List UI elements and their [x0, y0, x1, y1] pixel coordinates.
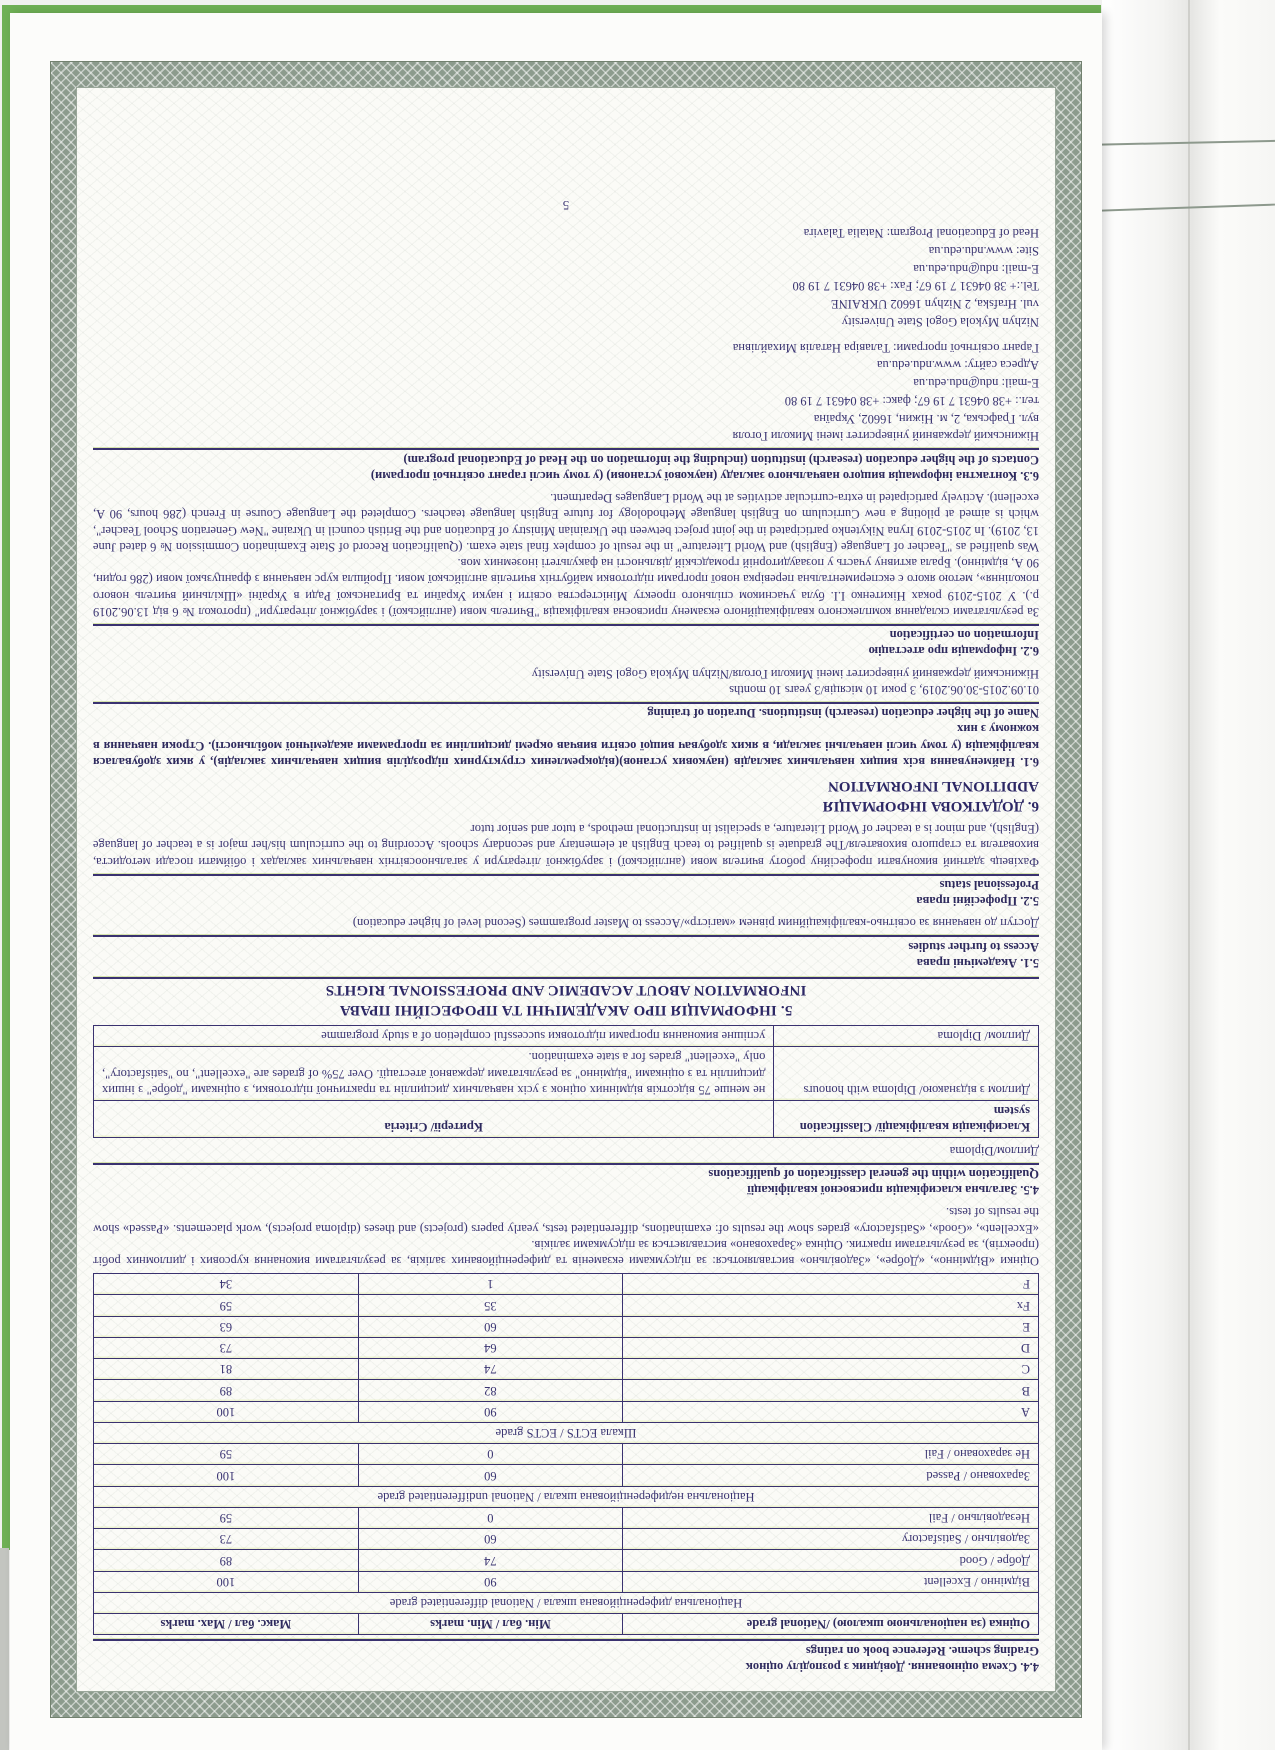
section-4-4-label-ua: 4.4. Схема оцінювання. Довідник з розподілу оцінок: [745, 1660, 1039, 1674]
grade-row: [94, 1380, 1039, 1401]
address-line: вул. Графська, 2, м. Ніжин, 16602, Україна: [813, 411, 1039, 426]
contact-address-en: [93, 224, 1039, 331]
grade-min: 64: [358, 1338, 623, 1359]
grade-label: E: [623, 1316, 1039, 1337]
classification-row: [94, 1047, 1039, 1101]
grade-label: C: [623, 1359, 1039, 1380]
grade-max: 59: [94, 1444, 359, 1465]
address-line: Гарант освітньої програми: Талавіра Наталія Михайлівна: [732, 340, 1039, 355]
grade-row: [94, 1274, 1039, 1295]
address-line: E-mail: ndu@ndu.edu.ua: [913, 261, 1039, 276]
grade-row: [94, 1338, 1039, 1359]
divider: [93, 1163, 1039, 1165]
section-5-title-ua: 5. ІНФОРМАЦІЯ ПРО АКАДЕМІЧНІ ТА ПРОФЕСІЙНІ ПРАВА: [339, 1002, 793, 1018]
grade-row: [94, 1316, 1039, 1337]
classification-header-row: [94, 1101, 1039, 1139]
classification-col-criteria: Критерії/ Criteria: [94, 1101, 774, 1139]
grading-note-en: «Excellent», «Good», «Satisfactory» grades show the results of: examinations, differentiated tests, yearly papers (projects) and theses (diploma projects), work placements. «Passed» show the results of tests.: [93, 1205, 1039, 1236]
grade-min: 74: [358, 1359, 623, 1380]
address-line: Ніжинський державний університет імені Миколи Гоголя: [732, 429, 1039, 444]
section-6-1-label-en: Name of the higher education (research) institutions. Duration of training: [647, 706, 1039, 721]
section-6-3: [93, 224, 1039, 485]
section-6-2-text-ua: За результатами складання комплексного кваліфікаційного екзамену присвоєна кваліфікація "Вчитель мови (англійської) і зарубіжної літератури" (протокол № 6 від 13.06.2019 р.). У 2015-2019 роках Нікитенко І.І. була учасником спільного проекту Міністерства освіти і науки України та Британської Ради в Україні «Шкільний вчитель нового покоління», метою якого є експериментальна перевірка нової програми підготовки майбутніх вчителів англійської мови. Пройшла курс навчання з французької мови (286 годин, 90 А, відмінно). Брала активну участь у позааудиторній громадській діяльності на факультеті іноземних мов.: [93, 556, 1039, 619]
grade-row: [94, 1359, 1039, 1380]
grade-min: 1: [358, 1274, 623, 1295]
grade-min: 35: [358, 1295, 623, 1316]
section-5-1: [93, 915, 1039, 971]
section-5-2-label-ua: 5.2. Професійні права: [916, 894, 1039, 909]
paper-sheet: [10, 13, 1102, 1750]
grade-label: D: [623, 1338, 1039, 1359]
classification-row: [94, 1026, 1039, 1047]
divider: [93, 977, 1039, 979]
section-5-title-en: INFORMATION ABOUT ACADEMIC AND PROFESSIONAL RIGHTS: [325, 982, 807, 999]
section-6-1-duration: 01.09.2015-30.06.2019, 3 роки 10 місяців/3 years 10 months: [729, 683, 1039, 697]
grade-min: 60: [358, 1529, 623, 1550]
grade-min: 60: [358, 1465, 623, 1486]
grade-row: [94, 1401, 1039, 1422]
grade-max: 73: [94, 1338, 359, 1359]
grade-row: [94, 1571, 1039, 1592]
section-6-1: [93, 666, 1039, 771]
section-6-title-ua: 6. ДОДАТКОВА ІНФОРМАЦІЯ: [822, 798, 1039, 814]
grade-row: [94, 1444, 1039, 1465]
divider: [93, 1640, 1039, 1642]
grade-max: 89: [94, 1380, 359, 1401]
grade-min: 82: [358, 1380, 623, 1401]
grade-min: 74: [358, 1550, 623, 1571]
page-interior: [76, 87, 1056, 1692]
section-6-2-label-en: Information on certification: [889, 628, 1039, 643]
classification-criteria: успішне виконання програми підготовки successful completion of a study programme: [94, 1026, 774, 1047]
page-number: 5: [562, 198, 570, 214]
section-4-5-label-ua: 4.5. Загальна класифікація присвоєної кваліфікації: [747, 1183, 1039, 1198]
section-6-2: [93, 490, 1039, 660]
classification-col-system: Класифікація кваліфікації/ Classification system: [774, 1101, 1039, 1139]
grade-min: 90: [358, 1571, 623, 1592]
grade-max: 81: [94, 1359, 359, 1380]
grade-min: 0: [358, 1444, 623, 1465]
scan-left-edge: [0, 1548, 9, 1750]
address-line: vul. Hrafska, 2 Nizhyn 16602 UKRAINE: [831, 297, 1039, 312]
diff-scale-title: Національна диференційована шкала / National differentiated grade: [94, 1593, 1039, 1614]
grading-col-grade: Оцінка (за національною шкалою) /National grade: [623, 1614, 1039, 1635]
address-line: E-mail: ndu@ndu.edu.ua: [913, 376, 1039, 391]
grade-label: Незадовільно / Fail: [623, 1508, 1039, 1529]
address-line: Site: www.ndu.edu.ua: [928, 244, 1039, 258]
address-line: тел.: +38 04631 7 19 67; факс: +38 04631 7 19 80: [784, 394, 1039, 408]
section-4-4-label-en: Grading scheme. Reference book on ratings: [805, 1643, 1039, 1658]
section-6-1-institution: Ніжинський державний університет імені Миколи Гоголя/Nizhyn Mykola Gogol State University: [531, 666, 1039, 681]
section-5-1-text: Доступ до навчання за освітньо-кваліфікаційним рівнем «магістр»/Access to Master programmes (Second level of higher education): [352, 916, 1039, 931]
grade-row: [94, 1465, 1039, 1486]
grade-max: 63: [94, 1316, 359, 1337]
grade-label: Задовільно / Satisfactory: [623, 1529, 1039, 1550]
undiff-scale-title: Національна недиференційована шкала / National undifferentiated grade: [94, 1486, 1039, 1507]
grading-col-min: Мін. бал / Min. marks: [358, 1614, 623, 1635]
section-5: [93, 977, 1039, 1019]
grade-label: B: [623, 1380, 1039, 1401]
guilloche-border: [50, 61, 1082, 1718]
grade-max: 34: [94, 1274, 359, 1295]
grade-label: A: [623, 1401, 1039, 1422]
address-line: Head of Educational Program: Natalia Talavira: [803, 226, 1039, 241]
section-6-title-en: ADDITIONAL INFORMATION: [828, 778, 1039, 795]
section-4-5: [93, 1143, 1039, 1199]
section-6-2-label-ua: 6.2. Інформація про атестацію: [868, 644, 1039, 659]
section-4-5-value: Диплом/Diploma: [949, 1143, 1039, 1158]
section-6: [93, 776, 1039, 815]
grade-label: Відмінно / Excellent: [623, 1571, 1039, 1592]
grade-label: Добре / Good: [623, 1550, 1039, 1571]
section-6-1-label-ua: 6.1. Найменування всіх вищих навчальних закладів (наукових установ)(відокремлених структурних підрозділів вищих навчальних закладів), у яких здобувалася кваліфікація (у тому числі навчальні заклади, в яких здобувач вищої освіти вивчав окремі дисципліни за програмами академічної мобільності). Строки навчання в кожному з них: [93, 722, 1039, 769]
grade-max: 73: [94, 1529, 359, 1550]
grade-label: F: [623, 1274, 1039, 1295]
grade-min: 90: [358, 1401, 623, 1422]
grading-header-row: [94, 1614, 1039, 1635]
grade-label: Fx: [623, 1295, 1039, 1316]
divider: [93, 449, 1039, 451]
grade-min: 60: [358, 1316, 623, 1337]
grade-max: 100: [94, 1401, 359, 1422]
grading-col-max: Макс. бал / Max. marks: [94, 1614, 359, 1635]
divider: [93, 624, 1039, 626]
grade-row: [94, 1508, 1039, 1529]
grading-note-ua: Оцінки «Відмінно», «Добре», «Задовільно» виставляються: за підсумками екзаменів та диференційованих заліків, за результатами виконання курсових і дипломних робіт (проектів), за результатами практик. Оцінка «Зараховано» виставляється за підсумками заліків.: [93, 1238, 1039, 1269]
classification-label: Диплом/ Diploma: [774, 1026, 1039, 1047]
address-line: Nizhyn Mykola Gogol State University: [841, 315, 1039, 329]
grade-row: [94, 1295, 1039, 1316]
grading-section-row: [94, 1423, 1039, 1444]
contact-address-ua: [93, 338, 1039, 445]
grading-section-row: [94, 1486, 1039, 1507]
grade-min: 0: [358, 1508, 623, 1529]
divider: [93, 936, 1039, 938]
classification-label: Диплом з відзнакою/ Diploma with honours: [774, 1047, 1039, 1101]
grading-table: [93, 1273, 1039, 1635]
section-6-2-text-en: Was qualified as "Teacher of Language (English) and World Literature" in the result of complex final state exam. (Qualification Record of State Examination Commission № 6 dated June 13, 2019). In 2015-2019 Iryna Nikytenko participated in the joint project between the Ukrainian Ministry of Education and the British council in Ukraine "New Generation School Teacher", which is aimed at piloting a new Curriculum on English language Methodology for future English language teachers. Completed the Language Course in French (286 hours, 90 A, excellent). Actively participated in extra-curricular activities at the World Languages Department.: [93, 491, 1039, 554]
address-line: Tel.:+ 38 04631 7 19 67; Fax: +38 04631 7 19 80: [792, 279, 1039, 294]
ects-scale-title: Шкала ECTS / ECTS grade: [94, 1423, 1039, 1444]
section-5-1-label-ua: 5.1. Академічні права: [916, 956, 1039, 970]
grade-max: 89: [94, 1550, 359, 1571]
classification-criteria: не менше 75 відсотків відмінних оцінок з усіх навчальних дисциплін та практичної підготовки, з оцінками "добре" з інших дисциплін та з оцінками "відмінно" за результатами державної атестації. Over 75% of grades are "excellent", no "satisfactory", only "excellent" grades for a state examination.: [94, 1047, 774, 1101]
grading-section-row: [94, 1593, 1039, 1614]
section-5-2-label-en: Professional status: [939, 878, 1039, 892]
divider: [93, 702, 1039, 704]
page-seam-shadow: [1188, 0, 1190, 1750]
document-content-rotated-180: [77, 88, 1055, 1691]
grade-max: 59: [94, 1295, 359, 1316]
address-line: Адреса сайту: www.ndu.edu.ua: [876, 358, 1039, 373]
section-6-3-label-en: Contacts of the higher education (research) institution (including the information on the Head of Educational program): [403, 452, 1039, 467]
grade-label: Зараховано / Passed: [623, 1465, 1039, 1486]
grade-row: [94, 1529, 1039, 1550]
grade-max: 100: [94, 1571, 359, 1592]
section-5-2-text: Фахівець здатний виконувати професійну роботу вчителя мови (англійської) і зарубіжної літератури у загальноосвітніх навчальних закладах і обіймати посади методиста, вихователя та старшого вихователя/The graduate is qualified to teach English at elementary and secondary schools. According to the curriculum his/her major is a teacher of language (English), and minor is a teacher of World Literature, a specialist in instructional methods, a tutor and senior tutor: [93, 822, 1039, 869]
grade-max: 59: [94, 1508, 359, 1529]
section-4-5-label-en: Qualification within the general classification of qualifications: [708, 1167, 1039, 1181]
section-5-2: [93, 821, 1039, 909]
divider: [93, 874, 1039, 876]
grade-row: [94, 1550, 1039, 1571]
section-6-3-label-ua: 6.3. Контактна інформація вищого навчального закладу (наукової установи) (у тому числі гарант освітньої програми): [370, 469, 1039, 483]
grade-max: 100: [94, 1465, 359, 1486]
section-4-4: [93, 1640, 1039, 1676]
classification-table: [93, 1025, 1039, 1139]
section-5-1-label-en: Access to further studies: [908, 939, 1039, 954]
grade-label: Не зараховано / Fail: [623, 1444, 1039, 1465]
